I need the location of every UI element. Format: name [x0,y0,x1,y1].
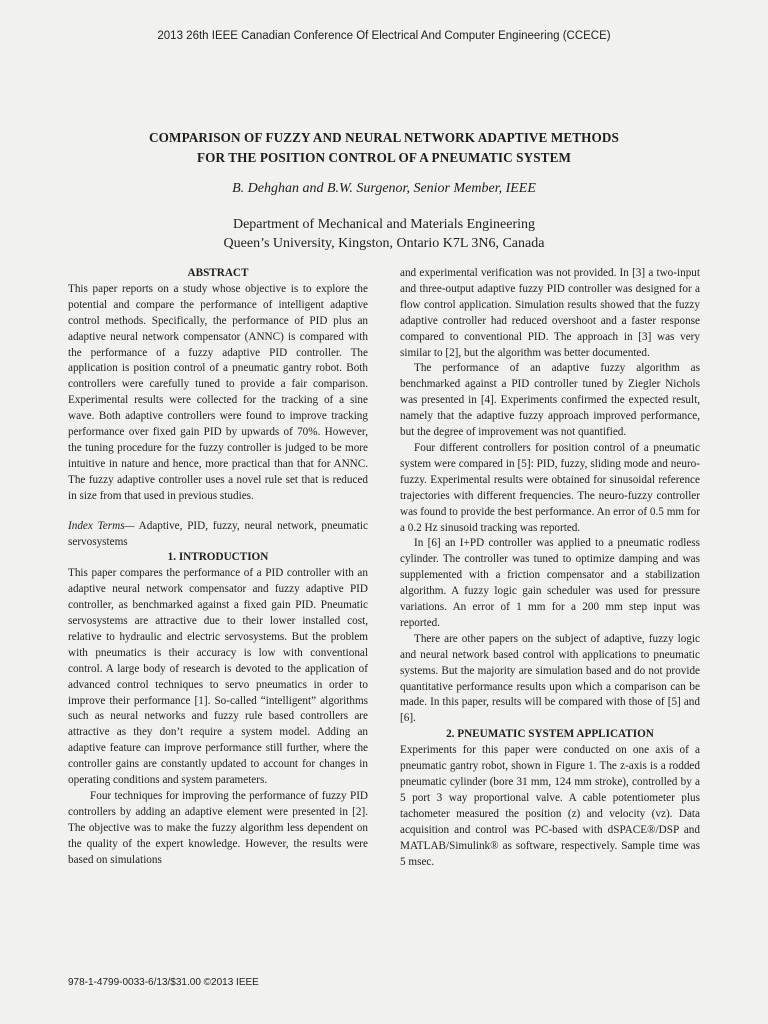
introduction-paragraph-2: Four techniques for improving the performance of fuzzy PID controllers by adding an adaptive element were presented in [2]. The objective was to make the fuzzy algorithm less dependent on the quality of the expert knowledge. However, the results were based on simulations [68,790,368,866]
authors: B. Dehghan and B.W. Surgenor, Senior Member, IEEE [232,181,536,196]
affiliation [0,215,768,253]
title-line-2: FOR THE POSITION CONTROL OF A PNEUMATIC SYSTEM [196,150,572,165]
introduction-paragraph-1: This paper compares the performance of a PID controller with an adaptive neural network compensator and fuzzy adaptive PID controller, as benchmarked against a fixed gain PID. Pneumatic servosystems are attractive due to their lower installed cost, relative to hydraulic and electric servosystems. But the problem with pneumatics is their accuracy is low with conventional control. A large body of research is devoted to the application of advanced control techniques to servo pneumatics in order to improve their performance [1]. So-called “intelligent” algorithms such as neural networks and fuzzy rule based controllers are attractive as they don’t require a system model. Adding an adaptive feature can improve performance still further, where the controller gains are constantly updated to account for changes in operating conditions and system parameters. [68,567,368,787]
introduction-heading: 1. INTRODUCTION [167,551,269,564]
intro-paragraph-ziegler: The performance of an adaptive fuzzy algorithm as benchmarked against a PID controller tuned by Ziegler Nichols was presented in [4]. Experiments confirmed the expected result, namely that the adaptive fuzzy approach improved performance, but the degree of improvement was not quantified. [400,362,700,439]
paper-title [60,128,708,168]
index-terms-label: Index Terms— [68,519,135,532]
intro-paragraph-ipd: In [6] an I+PD controller was applied to a pneumatic rodless cylinder. The controller was tuned to optimize damping and was supplemented with a friction compensator and a stabilization algorithm. A fuzzy logic gain scheduler was used for pressure variations. An error of 1 mm for a 200 mm step input was reported. [400,537,700,629]
affiliation-department: Department of Mechanical and Materials Engineering [232,217,536,232]
left-column [68,266,368,869]
intro-paragraph-other-papers: There are other papers on the subject of adaptive, fuzzy logic and neural network based control with applications to pneumatic systems. But the majority are simulation based and do not provide quantitative performance results upon which a comparison can be made. In this paper, results will be compared with those of [5] and [6]. [400,632,700,725]
conference-header: 2013 26th IEEE Canadian Conference Of Electrical And Computer Engineering (CCECE) [157,30,611,42]
abstract-text: This paper reports on a study whose objective is to explore the potential and compare the performance of intelligent adaptive control methods. Specifically, the performance of PID plus an adaptive neural network compensator (ANNC) is compared with the performance of a fuzzy adaptive PID controller. The application is position control of a pneumatic gantry robot. Both controllers were carefully tuned to provide a fair comparison. Experimental results were collected for the tracking of a sine wave. Both adaptive controllers were found to improve tracking performance over fixed gain PID by upwards of 70%. However, the tuning procedure for the fuzzy controller is judged to be more intuitive in nature and hence, more practical than that for ANNC. The fuzzy adaptive controller uses a novel rule set that is reduced in size from that used in previous studies. [68,282,368,502]
abstract-heading: ABSTRACT [187,267,249,279]
copyright-footer: 978-1-4799-0033-6/13/$31.00 ©2013 IEEE [68,977,259,988]
intro-continued-paragraph: and experimental verification was not provided. In [3] a two-input and three-output adaptive fuzzy PID controller was designed for a flow control application. Simulation results showed that the fuzzy adaptive controller had reduced overshoot and a faster response compared to conventional PID. The approach in [3] was very similar to [2], but the algorithm was better documented. [400,267,700,359]
index-terms [68,519,368,551]
title-line-1: COMPARISON OF FUZZY AND NEURAL NETWORK ADAPTIVE METHODS [149,130,619,145]
right-column [400,266,700,870]
intro-paragraph-four-controllers: Four different controllers for position control of a pneumatic system were compared in [5]: PID, fuzzy, sliding mode and neuro-fuzzy. Experimental results were obtained for sinusoidal reference trajectories with different frequencies. The neuro-fuzzy controller was found to provide the best performance. An error of 0.5 mm for a 0.2 Hz sinusoid tracking was reported. [400,441,700,534]
pneumatic-paragraph: Experiments for this paper were conducted on one axis of a pneumatic gantry robot, shown in Figure 1. The z-axis is a rodded pneumatic cylinder (bore 31 mm, 124 mm stroke), controlled by a 5 port 3 way proportional valve. A cable potentiometer plus tachometer measured the position (z) and velocity (vz). Data acquisition and control was PC-based with dSPACE®/DSP and MATLAB/Simulink® as software, respectively. Sample time was 5 msec. [400,744,700,868]
index-terms-text: Adaptive, PID, fuzzy, neural network, pneumatic servosystems [68,519,368,548]
pneumatic-heading: 2. PNEUMATIC SYSTEM APPLICATION [446,728,654,741]
affiliation-address: Queen’s University, Kingston, Ontario K7L 3N6, Canada [223,236,545,251]
